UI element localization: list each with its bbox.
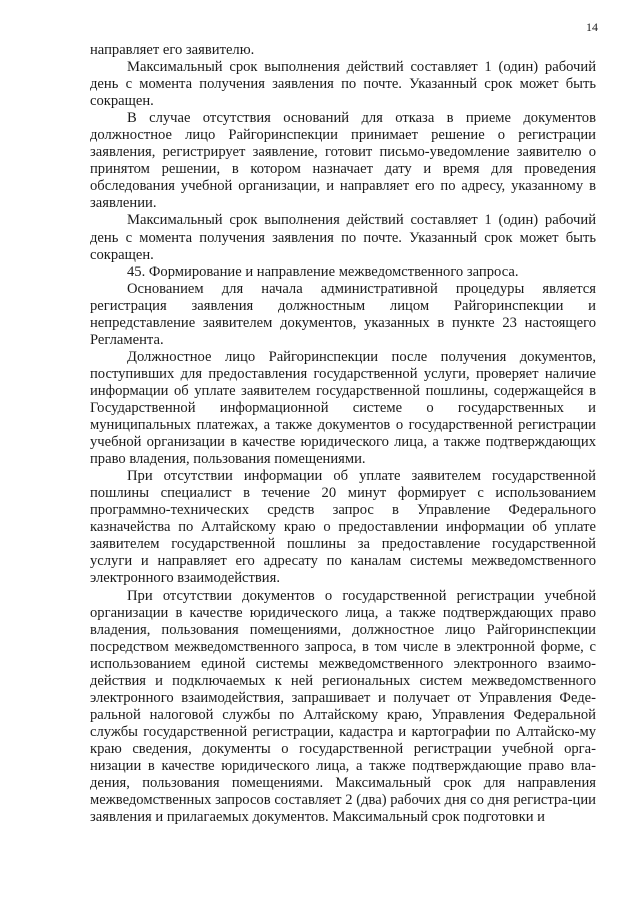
paragraph: При отсутствии информации об уплате заявителем государственной пошлины специалист в течение 20 минут формирует с использованием программно-технических средств запрос в Управление Федерального казначейства по Алтайскому краю о предоставлении информации об уплате заявителем государственной пошлины за предоставление государственной услуги и направляет его адресату по каналам системы межведомственного электронного взаимодействия.	[90, 468, 596, 587]
section-heading-45: 45. Формирование и направление межведомственного запроса.	[127, 263, 519, 280]
paragraph: В случае отсутствия оснований для отказа в приеме документов должностное лицо Райгоринспекции принимает решение о регистрации заявления, регистрирует заявление, готовит письмо-уведомление заявителю о принятом решении, в котором назначает дату и время для проведения обследования учебной организации, и направляет его по адресу, указанному в заявлении.	[90, 110, 596, 212]
paragraph-continuation: направляет его заявителю.	[90, 42, 255, 58]
paragraph: Максимальный срок выполнения действий составляет 1 (один) рабочий день с момента получения заявления по почте. Указанный срок может быть сокращен.	[90, 59, 596, 110]
paragraph: Максимальный срок выполнения действий составляет 1 (один) рабочий день с момента получения заявления по почте. Указанный срок может быть сокращен.	[90, 212, 596, 263]
paragraph: Должностное лицо Райгоринспекции после получения документов, поступивших для предоставления государственной услуги, проверяет наличие информации об уплате заявителем государственной пошлины, содержащейся в Государственной информационной системе о государственных и муниципальных платежах, а также документов о государственной регистрации учебной организации в качестве юридического лица, а также подтверждающих право владения, пользования помещениями.	[90, 348, 596, 468]
paragraph: Основанием для начала административной процедуры является регистрация заявления должностным лицом Райгоринспекции и непредставление заявителем документов, указанных в пункте 23 настоящего Регламента.	[90, 280, 596, 348]
page-number: 14	[586, 20, 598, 34]
paragraph: При отсутствии документов о государственной регистрации учебной организации в качестве юридического лица, а также подтверждающих право владения, пользования помещениями, должностное лицо Райгоринспекции посредством межведомственного запроса, в том числе в электронной форме, с использованием единой системы межведомственного электронного взаимо-действия и подключаемых к ней региональных систем межведомственного электронного взаимодействия, запрашивает и получает от Управления Феде-ральной налоговой службы по Алтайскому краю, Управления Федеральной службы государственной регистрации, кадастра и картографии по Алтайско-му краю сведения, документы о государственной регистрации учебной орга-низации в качестве юридического лица, а также подтверждающие право вла-дения, пользования помещениями. Максимальный срок для направления межведомственных запросов составляет 2 (два) рабочих дня со дня регистра-ции заявления и прилагаемых документов. Максимальный срок подготовки и	[90, 587, 596, 826]
document-body	[90, 42, 596, 826]
